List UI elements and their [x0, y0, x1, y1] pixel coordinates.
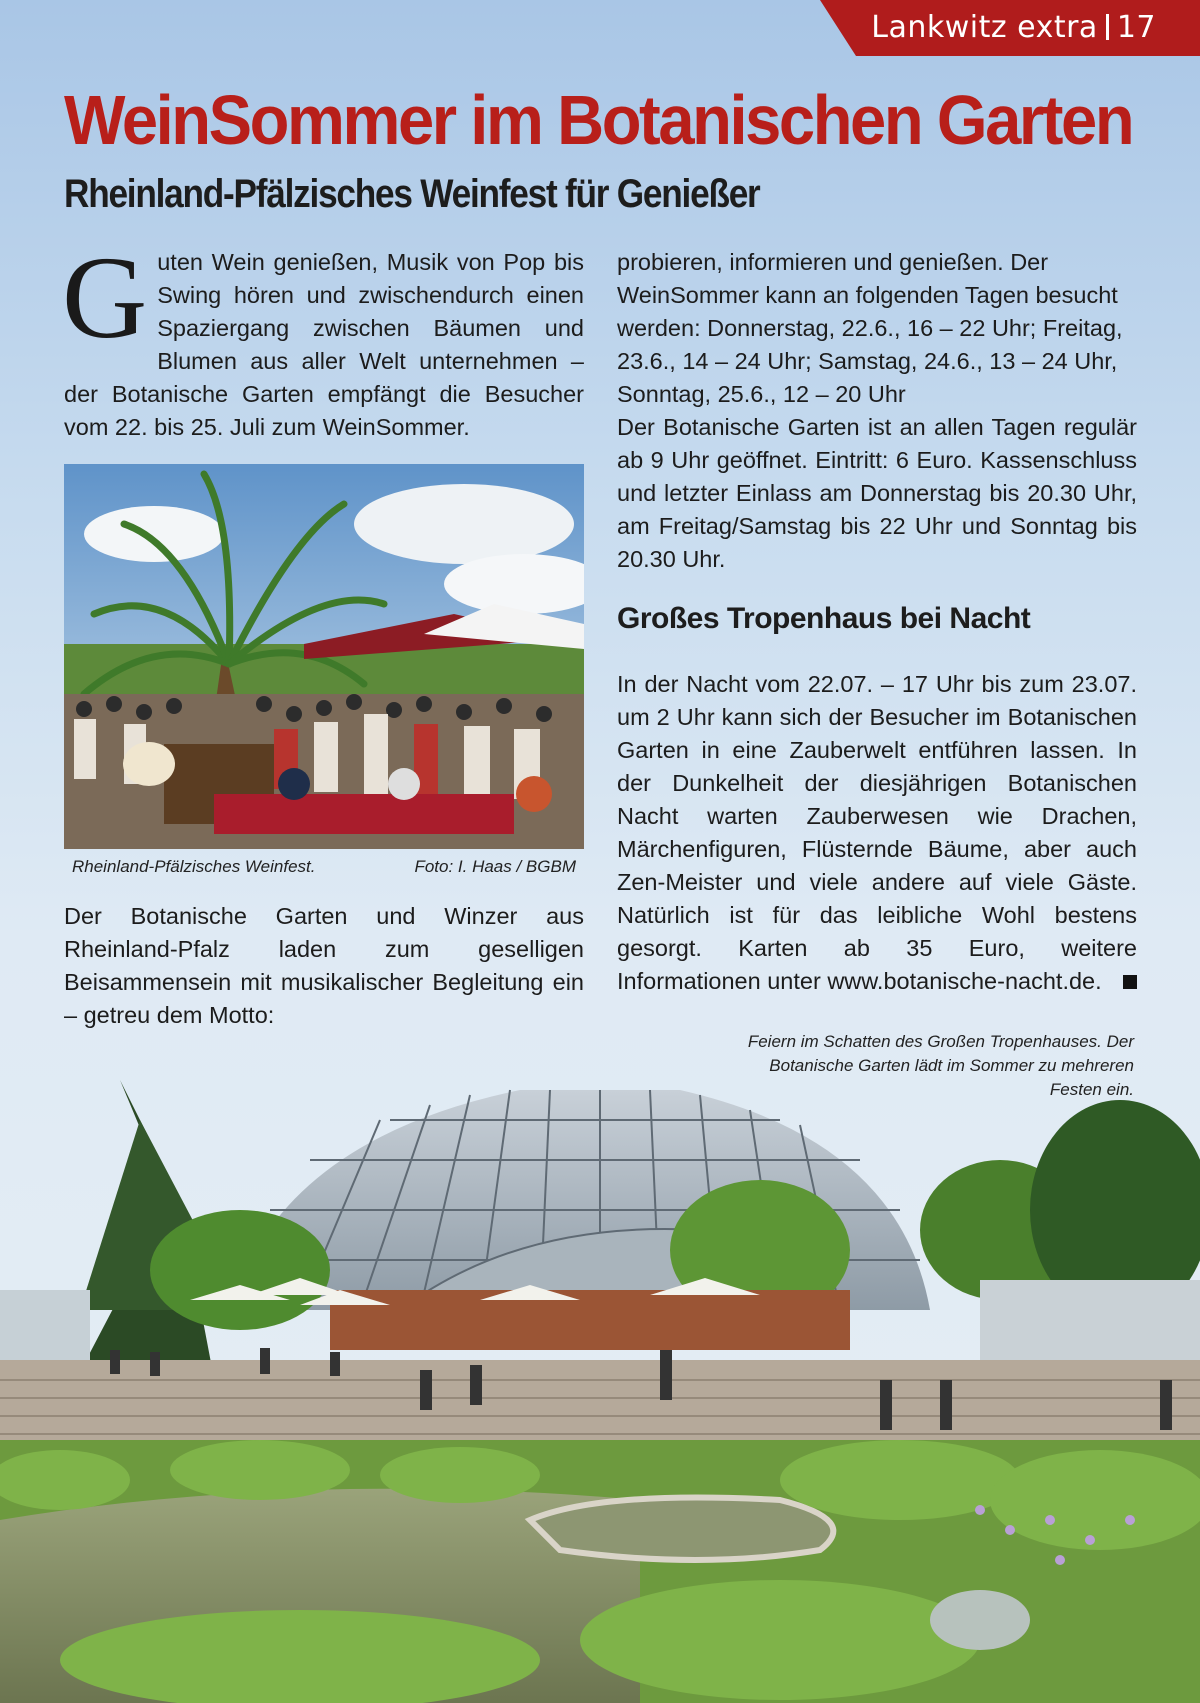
photo1-caption-text: Rheinland-Pfälzisches Weinfest. — [72, 857, 316, 876]
dropcap: G — [62, 232, 148, 363]
paragraph-left-text: Der Botanische Garten und Winzer aus Rheinland-Pfalz laden zum geselligen Beisammensein mit musikalischer Begleitung ein – getreu dem Motto: — [64, 903, 584, 1028]
page-header — [871, 10, 1156, 45]
paragraph-right-3: In der Nacht vom 22.07. – 17 Uhr bis zum 23.07. um 2 Uhr kann sich der Besucher im Botanischen Garten in eine Zauberwelt entführen lassen. In der Dunkelheit der diesjährigen Botanischen Nacht warten Zauberwesen wie Drachen, Märchenfiguren, Flüsternde Bäume, aber auch Zen-Meister und viele andere auf viele Gäste. Natürlich ist für das leibliche Wohl bestens gesorgt. Karten ab 35 Euro, weitere Informationen unter www.botanische-nacht.de. — [617, 671, 1137, 994]
wine-festival-photo — [64, 464, 584, 849]
end-mark — [1123, 975, 1137, 989]
paragraph-right-2: Der Botanische Garten ist an allen Tagen regulär ab 9 Uhr geöffnet. Eintritt: 6 Euro. Kassenschluss und letzter Einlass am Donnerstag bis 20.30 Uhr, am Freitag/Samstag bis 22 Uhr und Sonntag bis 20.30 Uhr. — [617, 414, 1137, 572]
photo2-caption: Feiern im Schatten des Großen Tropenhauses. Der Botanische Garten lädt im Sommer zu mehreren Festen ein. — [747, 1032, 1134, 1099]
lead-paragraph — [62, 232, 584, 444]
photo1-credit: Foto: I. Haas / BGBM — [414, 857, 576, 876]
section-heading: Großes Tropenhaus bei Nacht — [617, 602, 1031, 635]
column-right-2 — [617, 668, 1137, 998]
column-right — [617, 246, 1137, 576]
paragraph-left — [64, 900, 584, 1032]
header-separator — [1106, 14, 1109, 40]
paragraph-right-1: probieren, informieren und genießen. Der WeinSommer kann an folgenden Tagen besucht werden: Donnerstag, 22.6., 16 – 22 Uhr; Freitag, 23.6., 14 – 24 Uhr; Samstag, 24.6., 13 – 24 Uhr, Sonntag, 25.6., 12 – 20 Uhr — [617, 249, 1123, 407]
section-name: Lankwitz extra — [871, 10, 1098, 45]
lead-text: uten Wein genießen, Musik von Pop bis Swing hören und zwischendurch einen Spaziergang zwischen Bäumen und Blumen aus aller Welt unternehmen – der Botanische Garten empfängt die Besucher vom 22. bis 25. Juli zum WeinSommer. — [64, 249, 584, 440]
page-number: 17 — [1116, 10, 1156, 45]
article-subtitle: Rheinland-Pfälzisches Weinfest für Genießer — [64, 172, 760, 216]
greenhouse-photo — [0, 1080, 1200, 1703]
article-title: WeinSommer im Botanischen Garten — [64, 81, 1133, 159]
